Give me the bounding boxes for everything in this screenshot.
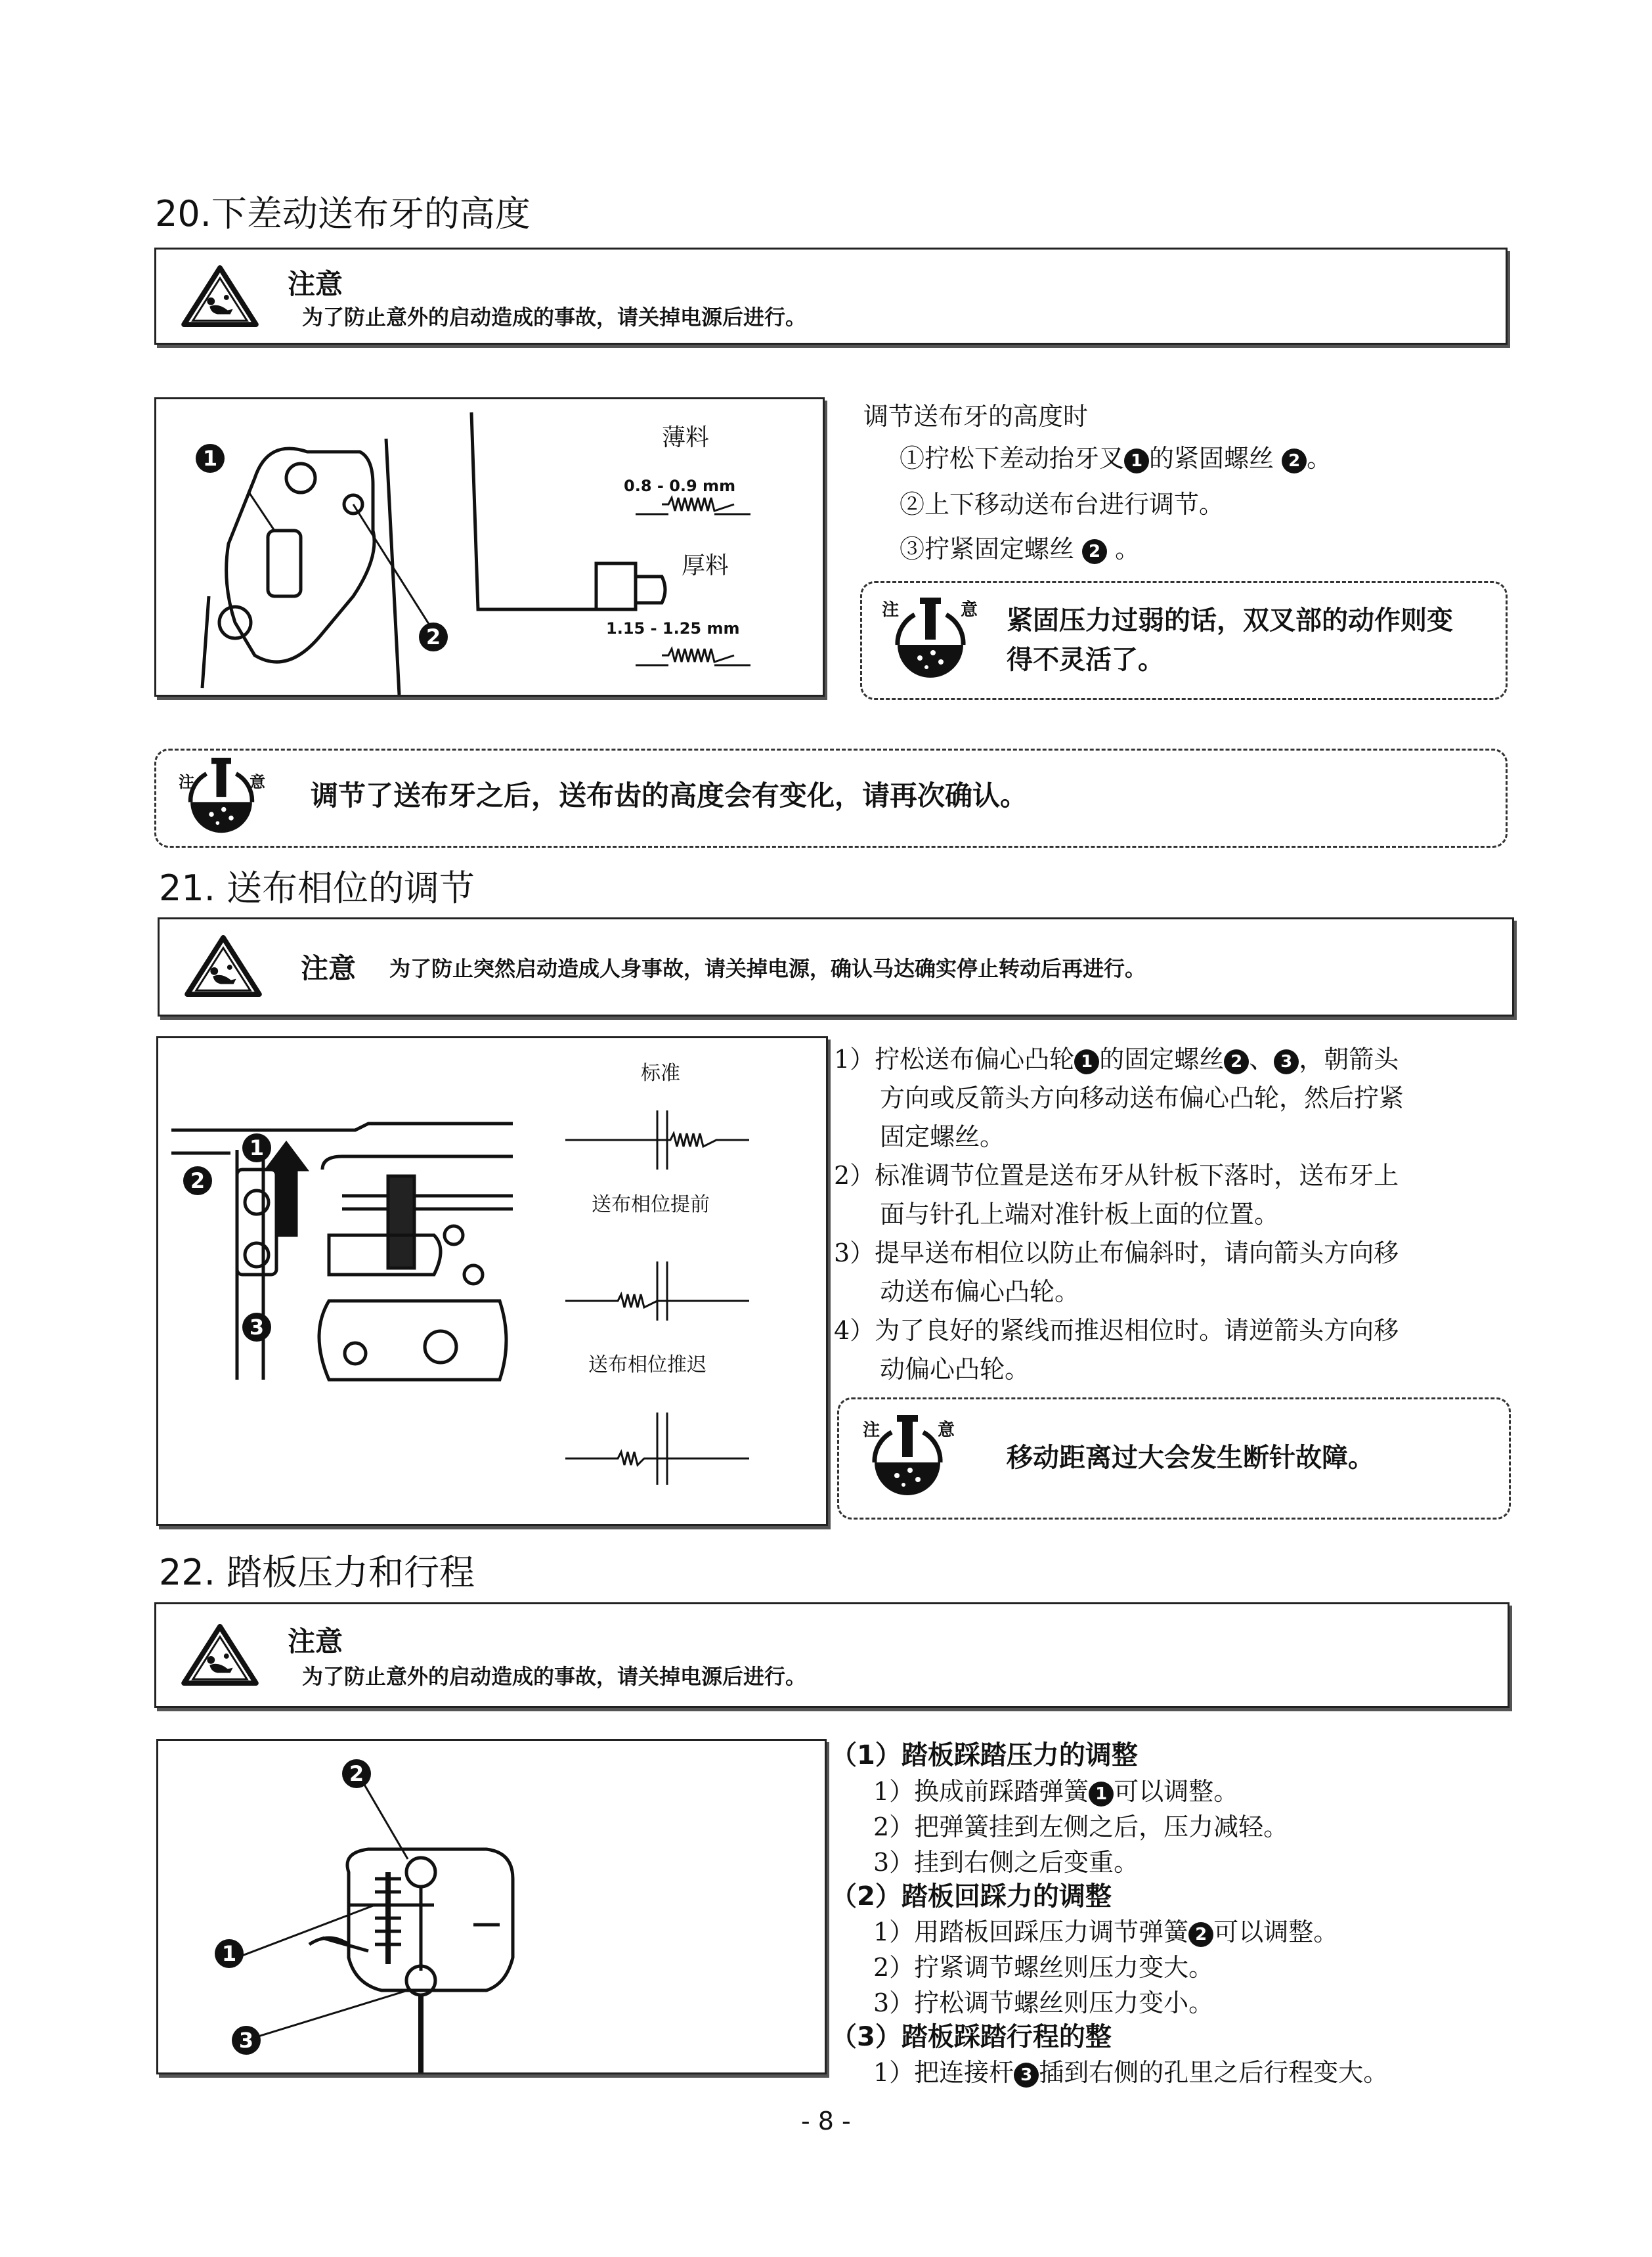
caution-label-right: 意 [938,1420,955,1440]
s20-step1 [900,440,1332,477]
thick-material-label: 厚料 [682,552,729,579]
thin-material-label: 薄料 [662,424,710,451]
s21-para1-line1 [834,1041,1399,1078]
caution-text-line2: 得不灵活了。 [1007,645,1164,675]
s21-p1-part-b: 的固定螺丝 [1099,1045,1225,1074]
callout-1-badge: 1 [242,1133,271,1162]
callout-1-badge: 1 [196,444,225,473]
callout-1-badge: 1 [215,1939,244,1968]
s22-h2-item1 [873,1914,1338,1950]
s20-step3-part-a: ③拧紧固定螺丝 [900,535,1083,563]
s22-h1-item1 [873,1773,1238,1810]
section-21-title: 21. 送布相位的调节 [159,867,475,909]
warning-text: 为了防止突然启动造成人身事故，请关掉电源，确认马达确实停止转动后再进行。 [389,956,1146,981]
figure-feed-timing [156,1036,828,1526]
warning-title: 注意 [301,952,357,984]
s21-para1-line3: 固定螺丝。 [880,1122,1005,1151]
callout-2-inline: 2 [1224,1049,1249,1074]
warning-triangle-icon [181,264,259,328]
feed-cam-illustration [158,1038,826,1524]
s20-intro: 调节送布牙的高度时 [863,402,1089,431]
section-22-title: 22. 踏板压力和行程 [159,1552,475,1593]
page-number: - 8 - [801,2107,851,2136]
section-20-title: 20.下差动送布牙的高度 [155,193,531,234]
warning-title: 注意 [288,1625,343,1657]
s21-p1-part-d: ，朝箭头 [1299,1045,1399,1074]
callout-2-badge: 2 [419,623,448,651]
callout-2-badge: 2 [342,1759,371,1788]
callout-3-badge: 3 [242,1313,271,1342]
s22-h3-item1-part-b: 插到右侧的孔里之后行程变大。 [1039,2058,1389,2087]
caution-label-right: 意 [250,773,265,791]
s21-p1-part-c: 、 [1249,1045,1274,1074]
s22-h3-item1-part-a: 1）把连接杆 [873,2058,1014,2087]
s21-para3-line1: 3）提早送布相位以防止布偏斜时，请向箭头方向移 [834,1238,1399,1267]
callout-1-inline: 1 [1074,1049,1099,1074]
s22-heading-2: （2）踏板回踩力的调整 [831,1881,1112,1912]
figure-feed-dog-height [154,397,825,697]
warning-title: 注意 [288,268,343,300]
callout-1-inline: 1 [1124,449,1149,473]
warning-text: 为了防止意外的启动造成的事故，请关掉电源后进行。 [302,1664,807,1689]
thick-range-label: 1.15 - 1.25 mm [606,619,740,638]
callout-2-inline: 2 [1082,539,1107,564]
s21-para1-line2: 方向或反箭头方向移动送布偏心凸轮，然后拧紧 [880,1084,1404,1112]
s21-para4-line1: 4）为了良好的紧线而推迟相位时。请逆箭头方向移 [834,1316,1399,1345]
caution-label-left: 注 [179,773,194,791]
s22-h1-item2: 2）把弹簧挂到左侧之后，压力减轻。 [873,1812,1289,1841]
s22-heading-1: （1）踏板踩踏压力的调整 [831,1740,1138,1770]
s20-step1-part-b: 的紧固螺丝 [1149,444,1282,473]
callout-3-inline: 3 [1014,2063,1039,2088]
thin-range-label: 0.8 - 0.9 mm [624,477,736,495]
s20-step1-part-c: 。 [1307,444,1332,473]
warning-triangle-icon [181,1623,259,1687]
callout-3-inline: 3 [1274,1049,1299,1074]
caution-note-text: 调节了送布牙之后，送布齿的高度会有变化，请再次确认。 [311,779,1028,812]
caution-label-left: 注 [863,1420,880,1440]
s22-h1-item3: 3）挂到右侧之后变重。 [873,1848,1139,1877]
caution-label-left: 注 [882,600,900,620]
feed-advance-label: 送布相位提前 [592,1193,710,1216]
s20-step3-part-b: 。 [1107,535,1141,563]
s21-para2-line1: 2）标准调节位置是送布牙从针板下落时，送布牙上 [834,1161,1399,1190]
s22-h2-item2: 2）拧紧调节螺丝则压力变大。 [873,1953,1214,1982]
s22-h2-item1-part-a: 1）用踏板回踩压力调节弹簧 [873,1917,1189,1946]
feed-delay-label: 送布相位推迟 [588,1353,706,1376]
warning-box-22 [154,1602,1510,1708]
warning-box-21 [158,917,1514,1017]
callout-2-inline: 2 [1188,1922,1213,1947]
s20-step3 [900,531,1140,567]
caution-text: 移动距离过大会发生断针故障。 [1007,1443,1374,1473]
caution-text-line1: 紧固压力过弱的话，双叉部的动作则变 [1007,605,1453,636]
s22-h2-item1-part-b: 可以调整。 [1213,1917,1339,1946]
s22-h1-item1-part-b: 可以调整。 [1114,1777,1239,1806]
s22-heading-3: （3）踏板踩踏行程的整 [831,2022,1112,2052]
callout-2-inline: 2 [1282,449,1307,473]
caution-icon [172,747,271,845]
callout-2-badge: 2 [183,1166,212,1195]
standard-label: 标准 [641,1062,680,1085]
s20-step2: ②上下移动送布台进行调节。 [900,490,1225,519]
callout-3-badge: 3 [232,2026,261,2055]
s22-h1-item1-part-a: 1）换成前踩踏弹簧 [873,1777,1089,1806]
s22-h2-item3: 3）拧松调节螺丝则压力变小。 [873,1988,1214,2017]
warning-triangle-icon [185,934,262,998]
figure-pedal [156,1739,827,2074]
s21-para4-line2: 动偏心凸轮。 [880,1355,1030,1384]
s21-p1-part-a: 1）拧松送布偏心凸轮 [834,1045,1075,1074]
callout-1-inline: 1 [1089,1782,1114,1807]
caution-box-21 [837,1397,1511,1520]
warning-text: 为了防止意外的启动造成的事故，请关掉电源后进行。 [302,305,807,330]
caution-box-20-note [154,749,1508,848]
s22-h3-item1 [873,2054,1388,2091]
warning-box-20 [154,248,1508,345]
pedal-mechanism-illustration [158,1741,825,2072]
caution-label-right: 意 [961,600,978,620]
caution-box-20 [860,581,1508,700]
s21-para3-line2: 动送布偏心凸轮。 [880,1277,1080,1306]
s21-para2-line2: 面与针孔上端对准针板上面的位置。 [880,1200,1280,1229]
s20-step1-part-a: ①拧松下差动抬牙叉 [900,444,1125,473]
